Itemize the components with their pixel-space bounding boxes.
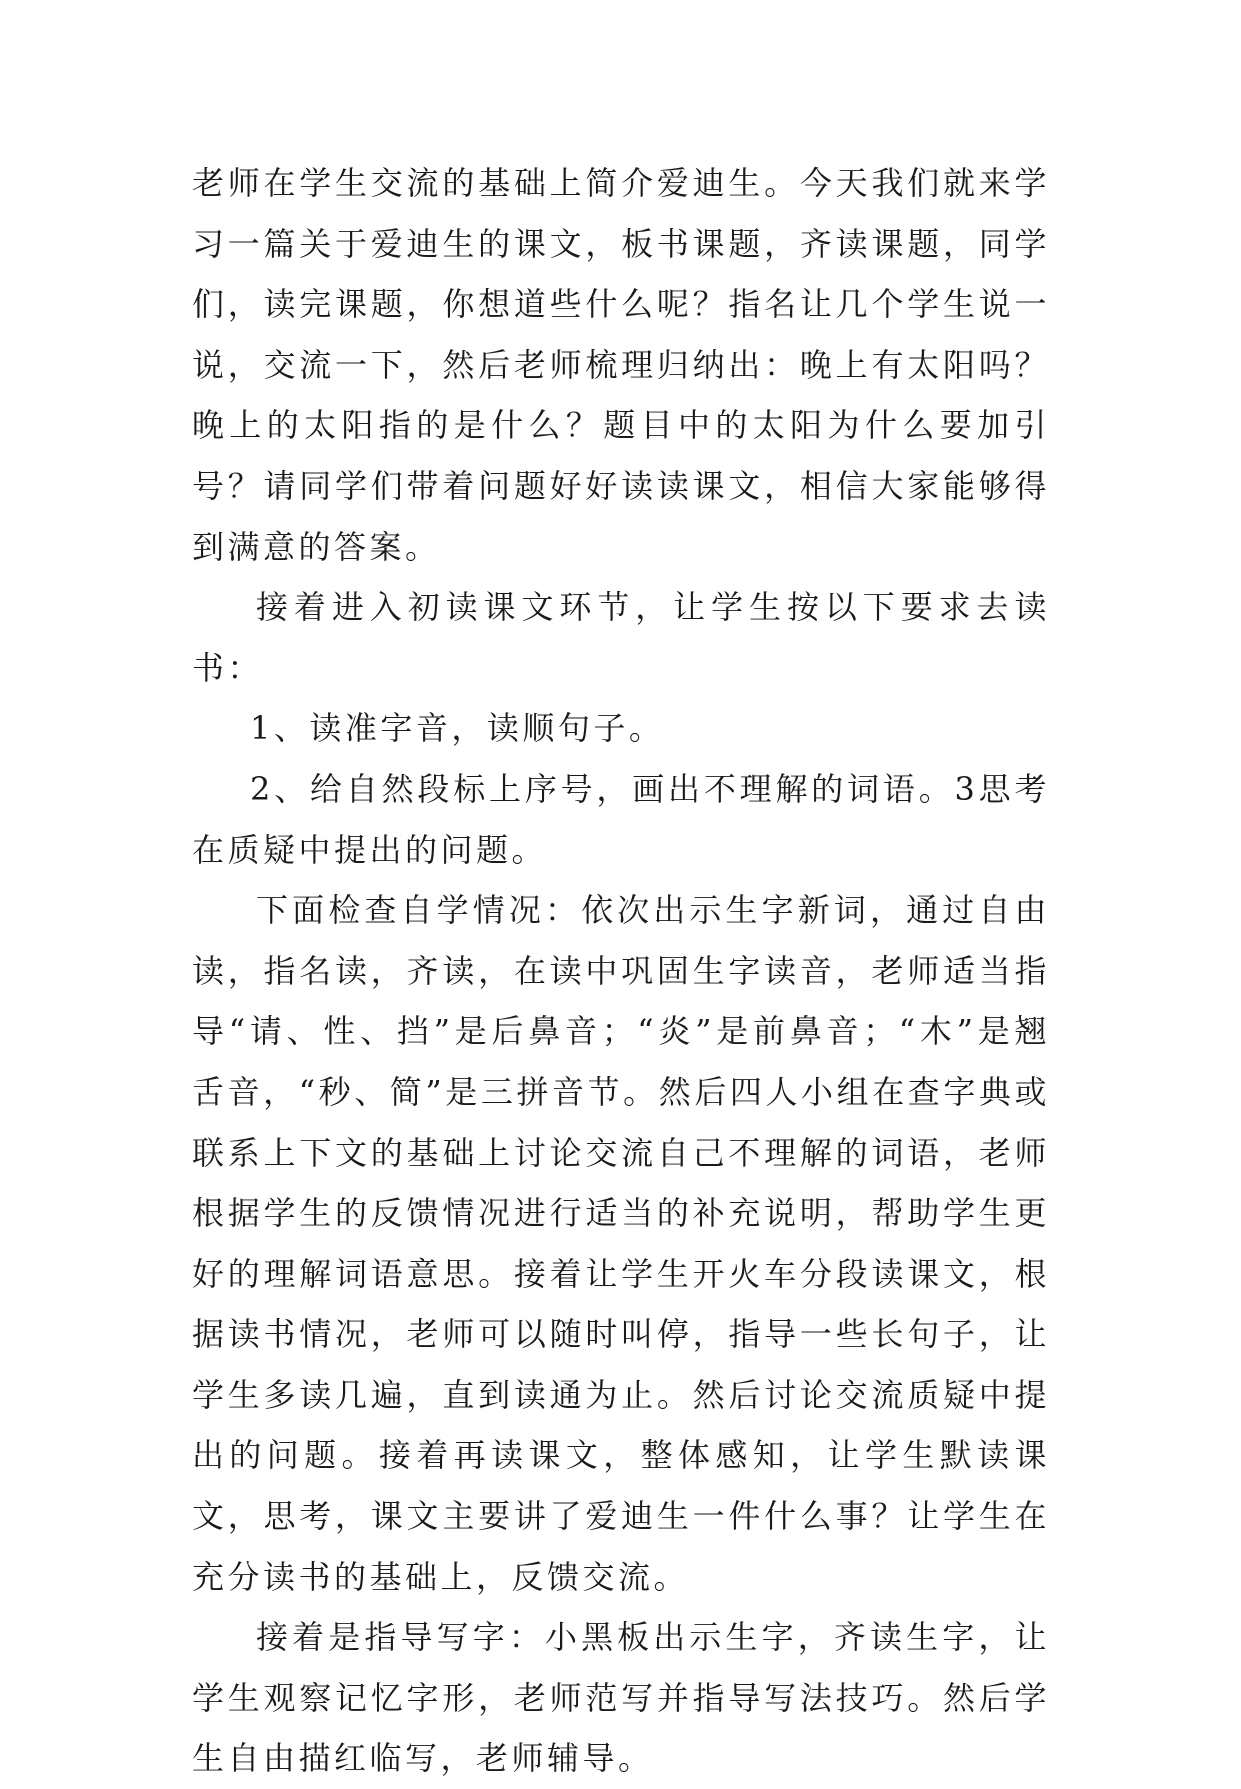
paragraph-self-study-check: 下面检查自学情况：依次出示生字新词，通过自由读，指名读，齐读，在读中巩固生字读音，老师适当指导“请、性、挡”是后鼻音；“炎”是前鼻音；“木”是翘舌音，“秒、简”是三拼音节。然后四人小组在查字典或联系上下文的基础上讨论交流自己不理解的词语，老师根据学生的反馈情况进行适当的补充说明，帮助学生更好的理解词语意思。接着让学生开火车分段读课文，根据读书情况，老师可以随时叫停，指导一些长句子，让学生多读几遍，直到读通为止。然后讨论交流质疑中提出的问题。接着再读课文，整体感知，让学生默读课文，思考，课文主要讲了爱迪生一件什么事？让学生在充分读书的基础上，反馈交流。 (192, 891, 1050, 1596)
paragraph-first-reading: 接着进入初读课文环节，让学生按以下要求去读书： (192, 588, 1050, 687)
paragraph-requirement-1: 1、读准字音，读顺句子。 (250, 709, 665, 748)
paragraph-requirement-2: 2、给自然段标上序号，画出不理解的词语。3思考在质疑中提出的问题。 (192, 769, 1050, 869)
paragraph-writing-guidance: 接着是指导写字：小黑板出示生字，齐读生字，让学生观察记忆字形，老师范写并指导写法技巧。然后学生自由描红临写，老师辅导。 (192, 1618, 1050, 1778)
paragraph-intro: 老师在学生交流的基础上简介爱迪生。今天我们就来学习一篇关于爱迪生的课文，板书课题，齐读课题，同学们，读完课题，你想道些什么呢？指名让几个学生说一说，交流一下，然后老师梳理归纳出：晚上有太阳吗？晚上的太阳指的是什么？题目中的太阳为什么要加引号？请同学们带着问题好好读读课文，相信大家能够得到满意的答案。 (192, 164, 1050, 566)
document-body (192, 153, 1050, 1789)
